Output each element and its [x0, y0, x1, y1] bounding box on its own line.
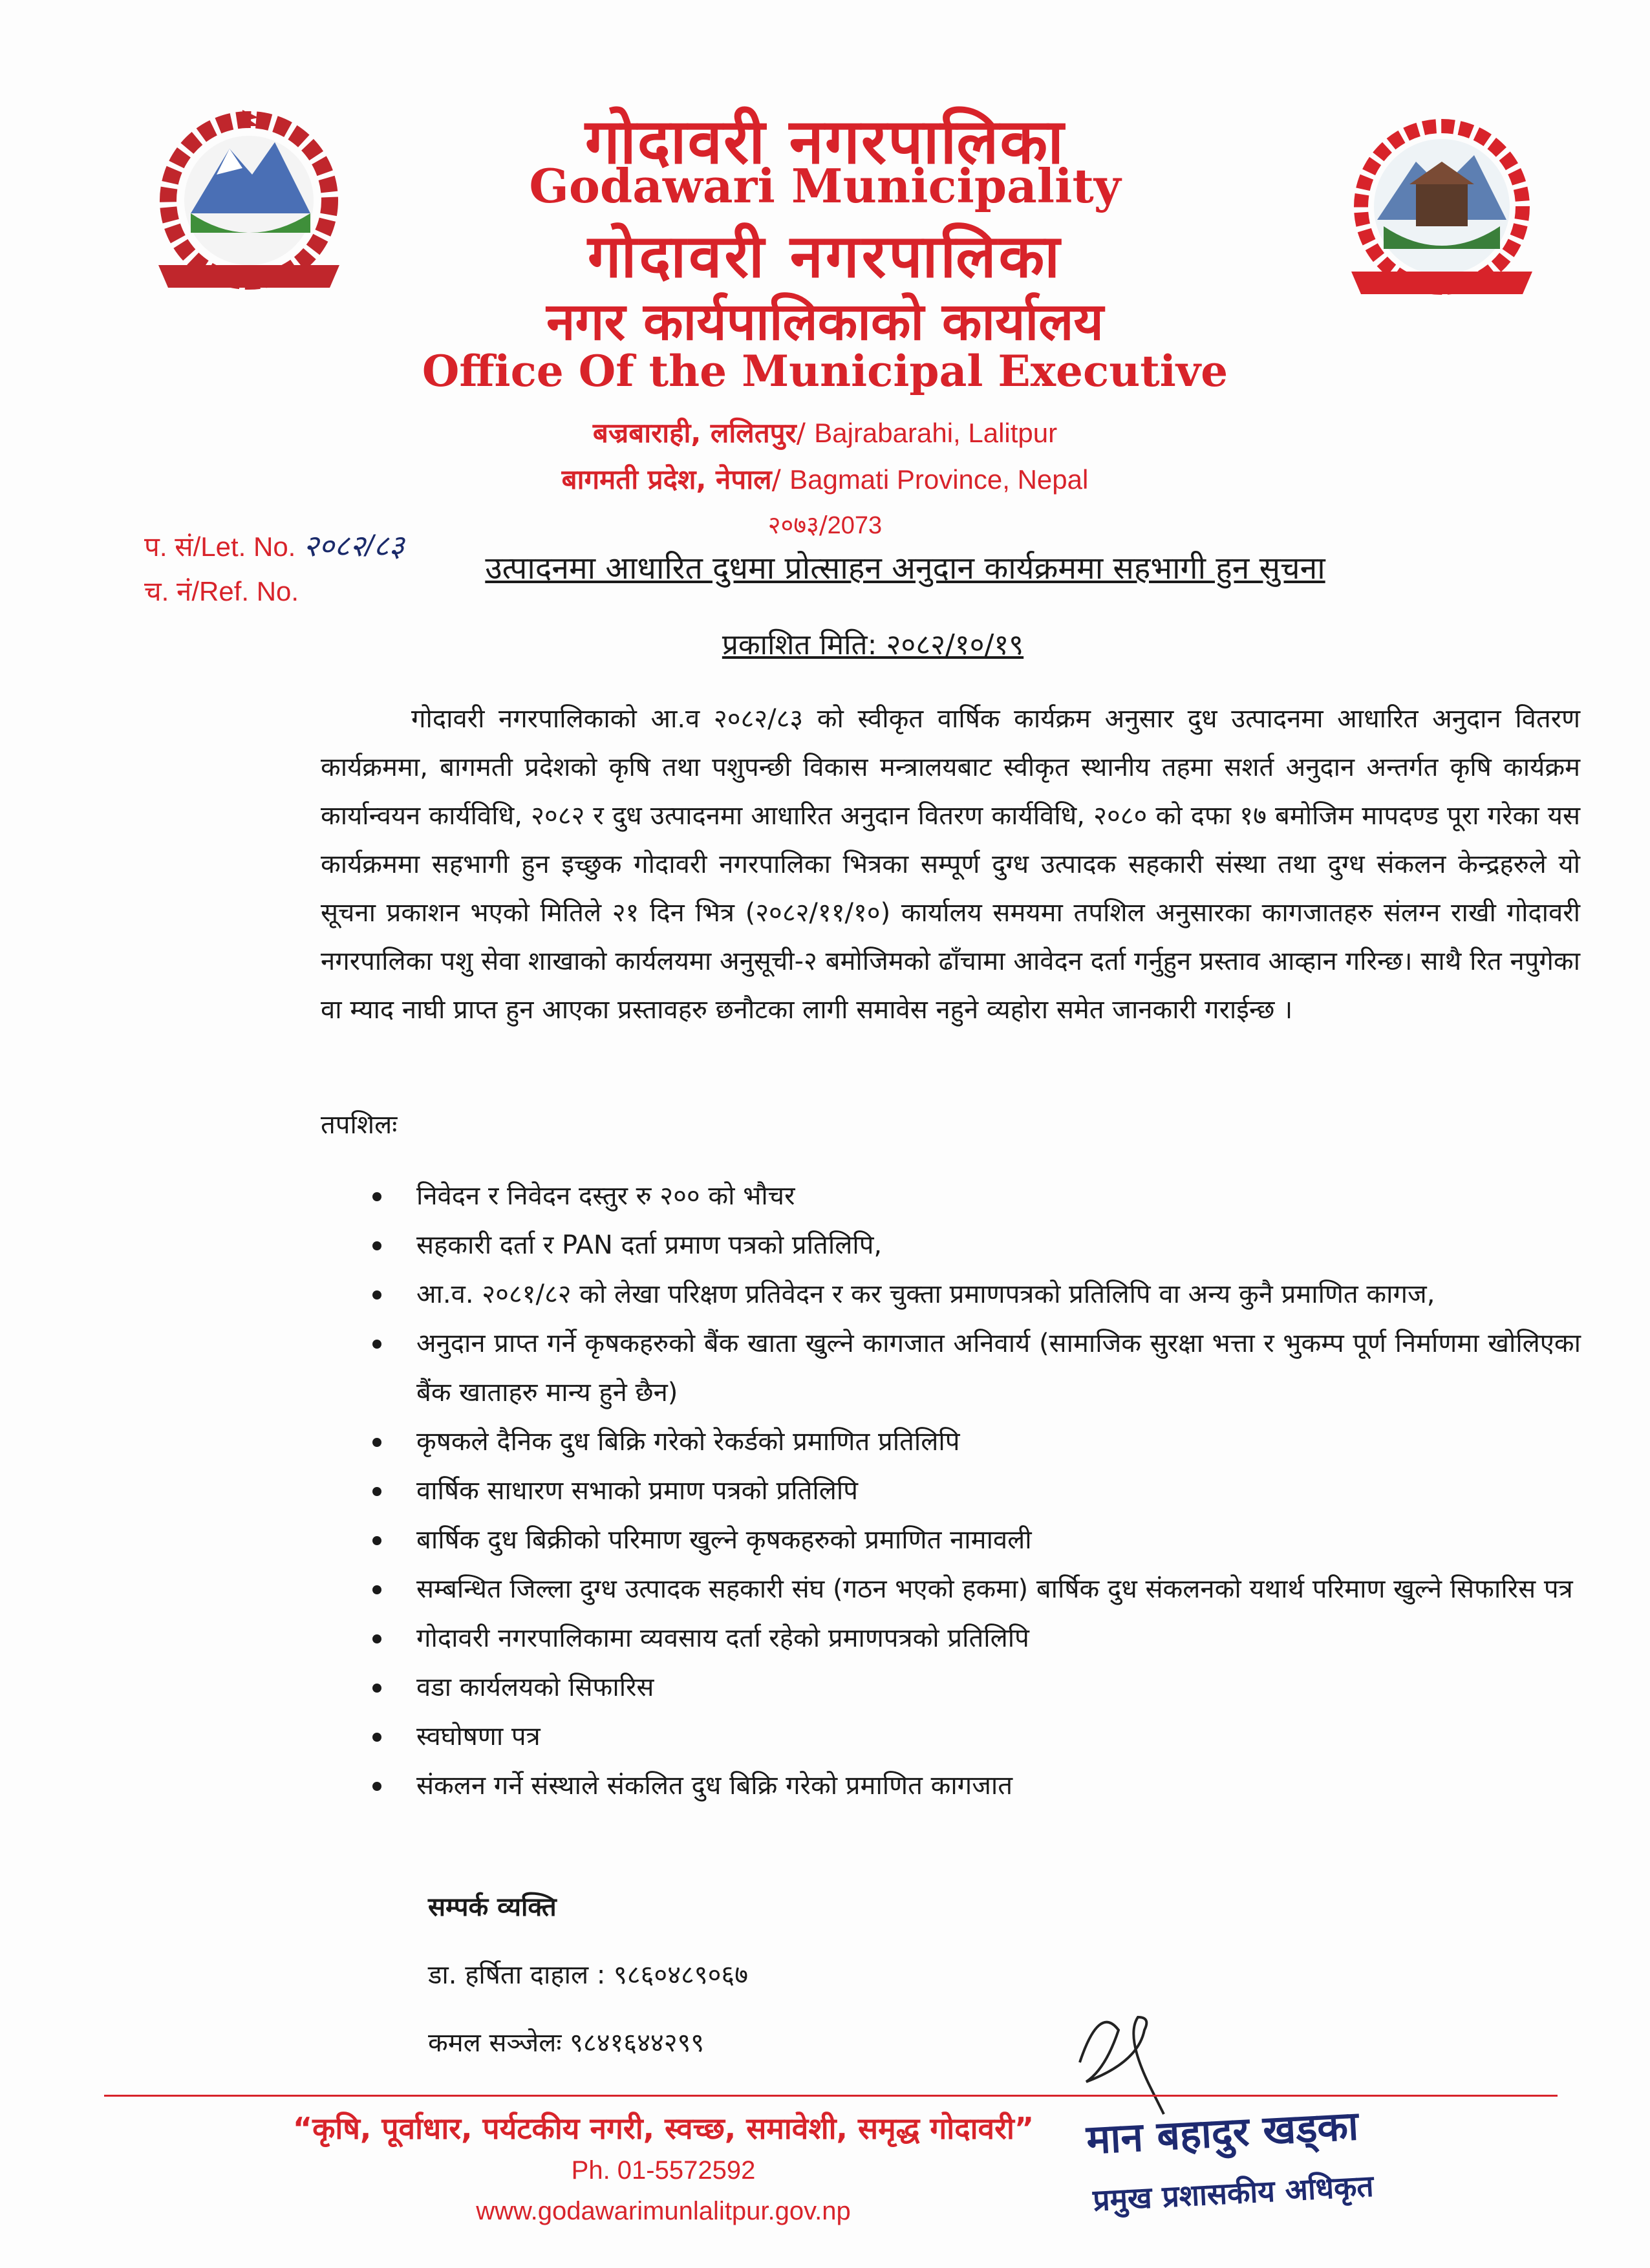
- separator: /: [796, 417, 806, 449]
- list-item: गोदावरी नगरपालिकामा व्यवसाय दर्ता रहेको प्रमाणपत्रको प्रतिलिपि: [362, 1614, 1581, 1663]
- bullet-icon: [372, 1438, 381, 1447]
- footer-slogan: “कृषि, पूर्वाधार, पर्यटकीय नगरी, स्वच्छ, समावेशी, समृद्ध गोदावरी”: [292, 2111, 1034, 2146]
- bullet-icon: [372, 1487, 381, 1496]
- separator: /: [819, 511, 828, 539]
- office-name-np: नगर कार्यपालिकाको कार्यालय: [546, 292, 1104, 352]
- bullet-icon: [372, 1684, 381, 1693]
- municipality-name-np: गोदावरी नगरपालिका: [584, 105, 1066, 178]
- handwritten-signature: [1060, 1991, 1190, 2121]
- footer-phone: Ph. 01-5572592: [571, 2156, 756, 2185]
- body-paragraph: गोदावरी नगरपालिकाको आ.व २०८२/८३ को स्वीकृत वार्षिक कार्यक्रम अनुसार दुध उत्पादनमा आधारित अनुदान वितरण कार्यक्रममा, बागमती प्रदेशको कृषि तथा पशुपन्छी विकास मन्त्रालयबाट स्वीकृत स्थानीय तहमा सशर्त अनुदान अन्तर्गत कृषि कार्यक्रम कार्यान्वयन कार्यविधि, २०८२ र दुध उत्पादनमा आधारित अनुदान वितरण कार्यविधि, २०८० को दफा १७ बमोजिम मापदण्ड पूरा गरेका यस कार्यक्रममा सहभागी हुन इच्छुक गोदावरी नगरपालिका भित्रका सम्पूर्ण दुग्ध उत्पादक सहकारी संस्था तथा दुग्ध संकलन केन्द्रहरुले यो सूचना प्रकाशन भएको मितिले २१ दिन भित्र (२०८२/११/१०) कार्यालय समयमा तपशिल अनुसारका कागजातहरु संलग्न राखी गोदावरी नगरपालिका पशु सेवा शाखाको कार्यलयमा अनुसूची-२ बमोजिमको ढाँचामा आवेदन दर्ता गर्नुहुन प्रस्ताव आव्हान गरिन्छ। साथै रित नपुगेका वा म्याद नाघी प्राप्त हुन आएका प्रस्तावहरु छनौटका लागी समावेस नहुने व्यहोरा समेत जानकारी गराईन्छ ।: [321, 704, 1580, 1025]
- address-line-1: [0, 414, 1650, 451]
- bullet-icon: [372, 1782, 381, 1791]
- list-item: अनुदान प्राप्त गर्ने कृषकहरुको बैंक खाता खुल्ने कागजात अनिवार्य (सामाजिक सुरक्षा भत्ता र भुकम्प पूर्ण निर्माणमा खोलिएका बैंक खाताहरु मान्य हुने छैन): [362, 1319, 1581, 1417]
- list-item: निवेदन र निवेदन दस्तुर रु २०० को भौचर: [362, 1171, 1581, 1221]
- list-item: संकलन गर्ने संस्थाले संकलित दुध बिक्रि गरेको प्रमाणित कागजात: [362, 1761, 1581, 1810]
- bullet-icon: [372, 1634, 381, 1643]
- reference-number: [144, 572, 299, 609]
- bullet-icon: [372, 1290, 381, 1300]
- bullet-icon: [372, 1192, 381, 1201]
- address1-np: बज्रबाराही, ललितपुर: [592, 417, 797, 449]
- separator: /: [191, 576, 199, 606]
- details-label: तपशिलः: [321, 1110, 398, 1140]
- list-item: सम्बन्धित जिल्ला दुग्ध उत्पादक सहकारी संघ (गठन भएको हकमा) बार्षिक दुध संकलनको यथार्थ परिमाण खुल्ने सिफारिस पत्र: [362, 1565, 1581, 1614]
- ref-no-label-np: च. नं: [144, 576, 192, 606]
- list-item: बार्षिक दुध बिक्रीको परिमाण खुल्ने कृषकहरुको प्रमाणित नामावली: [362, 1515, 1581, 1565]
- bullet-icon: [372, 1340, 381, 1349]
- contact-person-2: कमल सञ्जेलः ९८४१६४४२९९: [428, 2028, 705, 2058]
- separator: /: [771, 464, 781, 495]
- address2-en: Bagmati Province, Nepal: [789, 464, 1089, 495]
- ref-no-label-en: Ref. No.: [199, 576, 299, 606]
- let-no-label-en: Let. No.: [200, 531, 296, 562]
- let-no-value: २०८२/८३: [303, 529, 405, 562]
- footer-divider: [104, 2095, 1558, 2097]
- separator: /: [193, 531, 201, 562]
- let-no-label-np: प. सं: [144, 531, 193, 562]
- bullet-icon: [372, 1536, 381, 1545]
- list-item: सहकारी दर्ता र PAN दर्ता प्रमाण पत्रको प्रतिलिपि,: [362, 1221, 1581, 1270]
- signatory-name-stamp: मान बहादुर खड्का: [1085, 2102, 1360, 2163]
- letter-number: [144, 525, 404, 565]
- signatory-title-stamp: प्रमुख प्रशासकीय अधिकृत: [1091, 2168, 1375, 2218]
- est-en: 2073: [827, 512, 883, 539]
- subject-heading: उत्पादनमा आधारित दुधमा प्रोत्साहन अनुदान कार्यक्रममा सहभागी हुन सुचना: [485, 550, 1325, 586]
- contact-label: सम्पर्क व्यक्ति: [428, 1892, 557, 1922]
- address1-en: Bajrabarahi, Lalitpur: [814, 418, 1058, 448]
- address-line-2: [0, 460, 1650, 497]
- bullet-icon: [372, 1733, 381, 1742]
- list-item: कृषकले दैनिक दुध बिक्रि गरेको रेकर्डको प्रमाणित प्रतिलिपि: [362, 1417, 1581, 1466]
- list-item: आ.व. २०८१/८२ को लेखा परिक्षण प्रतिवेदन र कर चुक्ता प्रमाणपत्रको प्रतिलिपि वा अन्य कुनै प्रमाणित कागज,: [362, 1270, 1581, 1319]
- address2-np: बागमती प्रदेश, नेपाल: [561, 464, 772, 495]
- municipality-name-en: Godawari Municipality: [529, 158, 1121, 213]
- list-item: वार्षिक साधारण सभाको प्रमाण पत्रको प्रतिलिपि: [362, 1466, 1581, 1515]
- office-name-en: Office Of the Municipal Executive: [422, 346, 1228, 396]
- bullet-icon: [372, 1585, 381, 1594]
- est-np: २०७३: [767, 511, 819, 539]
- contact-person-1: डा. हर्षिता दाहाल : ९८६०४८९०६७: [428, 1960, 749, 1990]
- list-item: स्वघोषणा पत्र: [362, 1712, 1581, 1761]
- footer-website: www.godawarimunlalitpur.gov.np: [476, 2197, 851, 2225]
- published-date: प्रकाशित मिति: २०८२/१०/१९: [722, 628, 1024, 661]
- list-item: वडा कार्यलयको सिफारिस: [362, 1663, 1581, 1712]
- requirements-list: [362, 1171, 1581, 1810]
- municipality-name-np-stylized: गोदावरी नगरपालिका: [587, 222, 1063, 291]
- bullet-icon: [372, 1241, 381, 1250]
